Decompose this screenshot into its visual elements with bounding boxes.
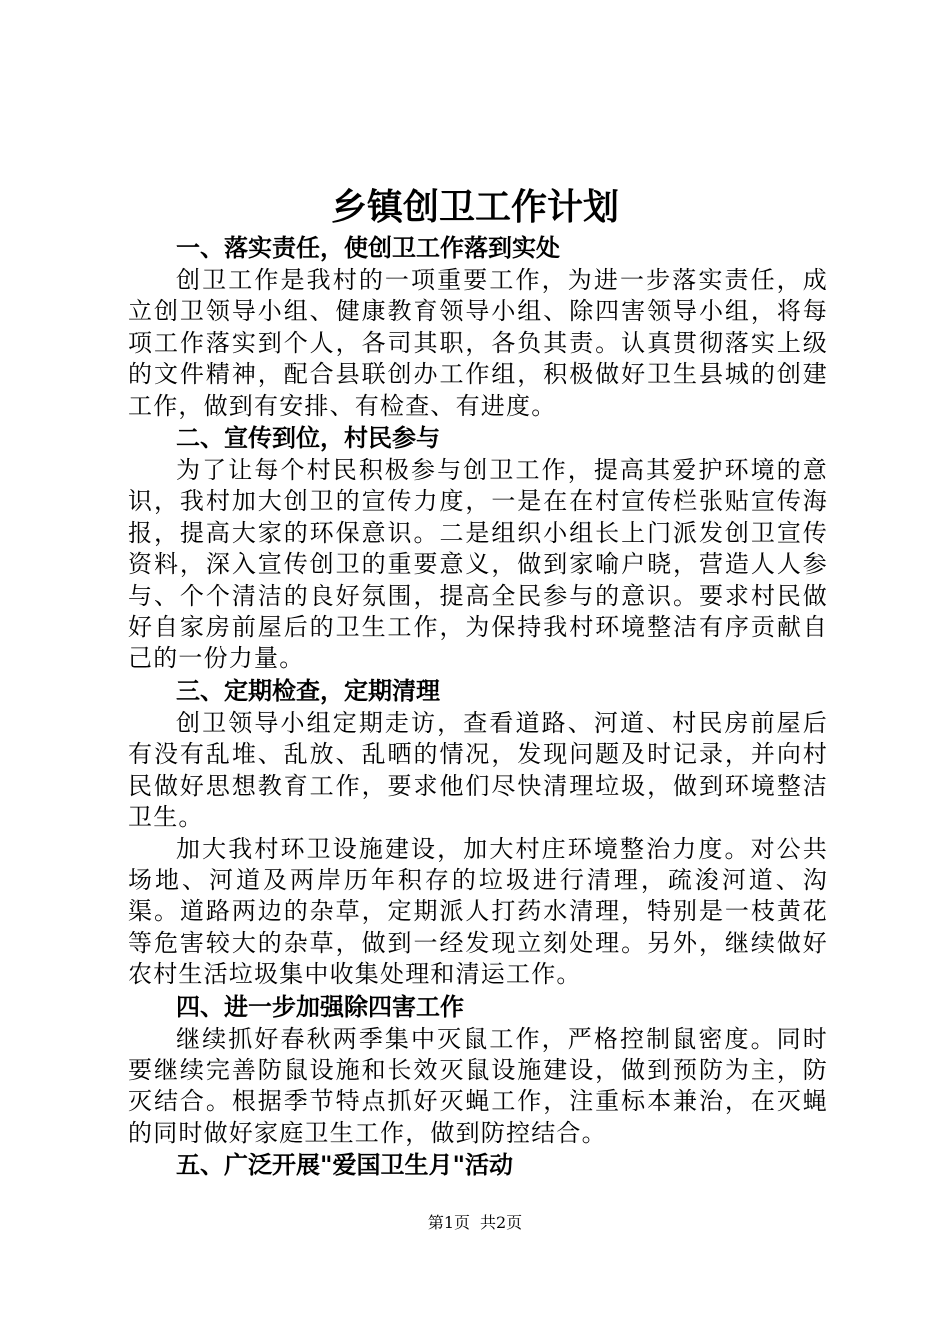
section-heading: 二、宣传到位，村民参与 [176,424,440,453]
paragraph: 继续抓好春秋两季集中灭鼠工作，严格控制鼠密度。同时要继续完善防鼠设施和长效灭鼠设施建设，做到预防为主，防灭结合。根据季节特点抓好灭蝇工作，注重标本兼治，在灭蝇的同时做好家庭卫生工作，做到防控结合。 [128,1024,828,1147]
paragraph: 为了让每个村民积极参与创卫工作，提高其爱护环境的意识，我村加大创卫的宣传力度，一是在在村宣传栏张贴宣传海报，提高大家的环保意识。二是组织小组长上门派发创卫宣传资料，深入宣传创卫的重要意义，做到家喻户晓，营造人人参与、个个清洁的良好氛围，提高全民参与的意识。要求村民做好自家房前屋后的卫生工作，为保持我村环境整洁有序贡献自己的一份力量。 [128,456,828,673]
page-number: 第1页 [427,1213,470,1232]
document-title: 乡镇创卫工作计划 [330,187,619,228]
section-heading: 四、进一步加强除四害工作 [176,992,464,1021]
page-total: 共2页 [480,1213,523,1232]
section-heading: 一、落实责任，使创卫工作落到实处 [176,234,560,262]
page-footer [0,1212,950,1234]
section [128,991,828,1150]
section-heading: 五、广泛开展"爱国卫生月"活动 [176,1151,514,1180]
section [128,1149,828,1182]
paragraph: 加大我村环卫设施建设，加大村庄环境整治力度。对公共场地、河道及两岸历年积存的垃圾进行清理，疏浚河道、沟渠。道路两边的杂草，定期派人打药水清理，特别是一枝黄花等危害较大的杂草，做到一经发现立刻处理。另外，继续做好农村生活垃圾集中收集处理和清运工作。 [128,834,828,989]
paragraph: 创卫领导小组定期走访，查看道路、河道、村民房前屋后有没有乱堆、乱放、乱晒的情况，发现问题及时记录，并向村民做好思想教育工作，要求他们尽快清理垃圾，做到环境整洁卫生。 [128,708,828,832]
section [128,422,828,675]
section-heading: 三、定期检查，定期清理 [176,676,440,705]
section [128,675,828,991]
document-body [128,232,828,1182]
paragraph: 创卫工作是我村的一项重要工作，为进一步落实责任，成立创卫领导小组、健康教育领导小组、除四害领导小组，将每项工作落实到个人，各司其职，各负其责。认真贯彻落实上级的文件精神，配合县联创办工作组，积极做好卫生县城的创建工作，做到有安排、有检查、有进度。 [128,266,828,420]
section [128,232,828,422]
